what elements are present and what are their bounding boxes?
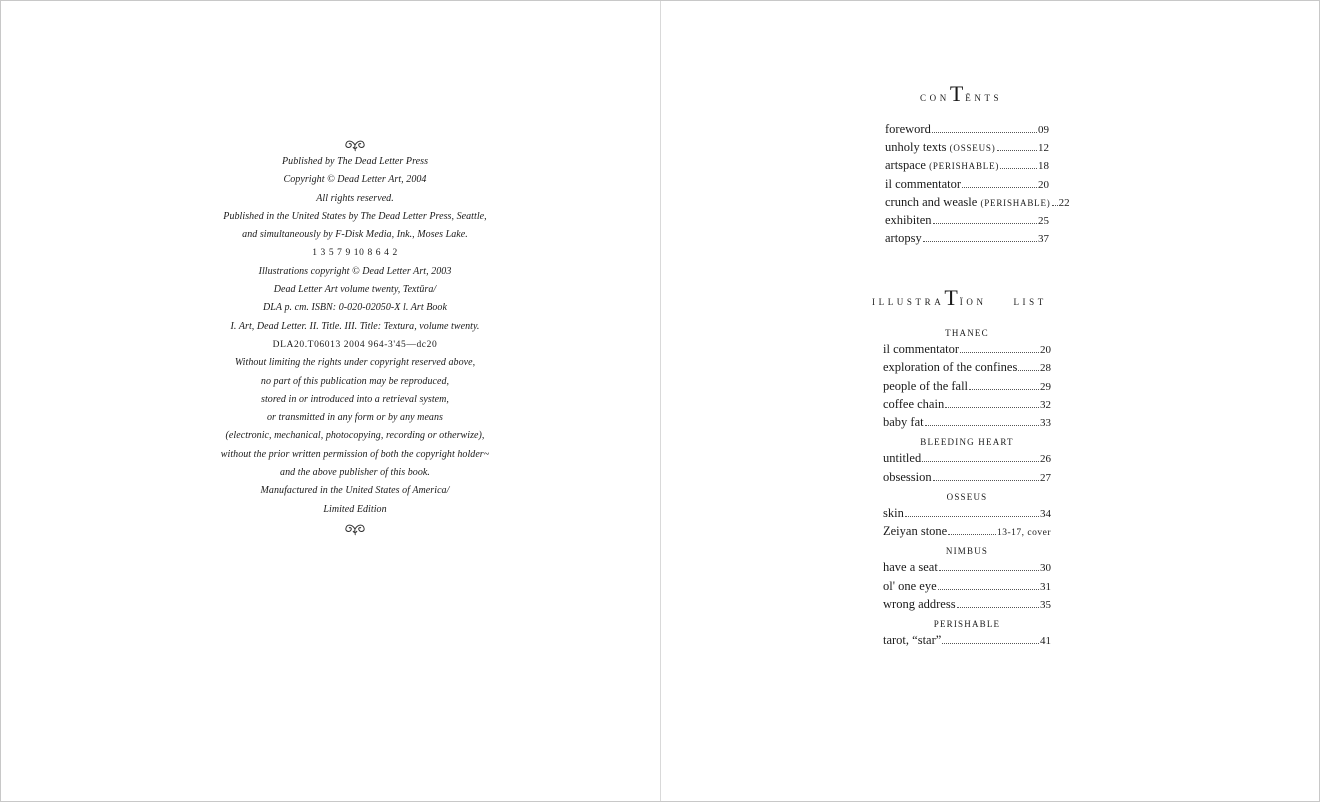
colophon-line: Published by The Dead Letter Press [281, 156, 429, 167]
dot-leader [945, 407, 1039, 408]
entry-page-number: 13-17, cover [996, 528, 1051, 539]
entry-title [885, 158, 999, 173]
heading-part: illustra [872, 294, 945, 308]
toc-entry [883, 397, 1051, 415]
entry-title-text: people of the fall [883, 378, 969, 393]
entry-title-text: il commentator [885, 176, 962, 191]
entry-title [885, 177, 961, 192]
colophon-block [1, 137, 709, 537]
illustration-group-label: BLEEDING HEART [920, 437, 1014, 448]
right-page-contents [661, 1, 1319, 801]
dot-leader [948, 534, 996, 535]
entry-page-number: 20 [1040, 344, 1051, 357]
contents-list [885, 122, 1070, 249]
toc-entry [883, 506, 1051, 524]
entry-title-text: Zeiyan stone [883, 524, 948, 539]
illustration-group-label: PERISHABLE [933, 619, 1001, 629]
dot-leader [957, 607, 1039, 608]
colophon-line: Manufactured in the United States of America/ [260, 485, 450, 497]
illustration-list-heading [872, 285, 1047, 311]
colophon-line: Copyright © Dead Letter Art, 2004 [283, 174, 427, 186]
entry-title-text: coffee chain [883, 396, 945, 411]
colophon-line: All rights reserved. [316, 192, 394, 204]
entry-title-text: baby fat [883, 414, 924, 429]
entry-page-number: 35 [1040, 598, 1051, 611]
toc-entry [885, 213, 1049, 231]
colophon-line: Published in the United States by The Dead Letter Press, Seattle, [223, 210, 487, 222]
entry-title-text: artopsy [885, 231, 922, 246]
entry-title [885, 195, 1051, 210]
dot-leader [997, 150, 1037, 151]
entry-title-text: artspace [885, 158, 930, 173]
dot-leader [1000, 168, 1037, 169]
colophon-line: and simultaneously by F-Disk Media, Ink., Moses Lake. [242, 229, 468, 241]
contents-heading [920, 81, 1002, 107]
entry-title-text: foreword [885, 122, 931, 136]
entry-page-number: 09 [1038, 124, 1049, 136]
toc-entry [885, 122, 1049, 140]
entry-title-text: exhibiten [885, 212, 932, 227]
toc-entry [883, 560, 1051, 578]
entry-page-number: 41 [1040, 635, 1051, 648]
entry-title-text: exploration of the confines [883, 360, 1018, 375]
entry-title [883, 579, 937, 594]
entry-page-number: 30 [1040, 562, 1051, 575]
toc-entry [883, 597, 1051, 615]
entry-title [883, 470, 932, 485]
dot-leader [1052, 205, 1058, 206]
left-page-colophon [1, 1, 660, 801]
entry-page-number: 27 [1040, 471, 1051, 484]
heading-part: ïon list [959, 294, 1047, 308]
entry-title-text: wrong address [883, 596, 956, 611]
heading-initial: T [944, 285, 960, 310]
entry-page-number: 12 [1038, 142, 1049, 155]
entry-title [883, 524, 947, 539]
dot-leader [933, 223, 1037, 224]
heading-initial: T [949, 81, 966, 106]
toc-entry [885, 158, 1049, 176]
toc-entry [885, 231, 1049, 249]
entry-section-tag: (PERISHABLE) [929, 161, 1000, 172]
colophon-line: Illustrations copyright © Dead Letter Art, 2003 [258, 265, 452, 277]
dot-leader [1018, 370, 1039, 371]
entry-page-number: 20 [1038, 178, 1049, 191]
dot-leader [960, 352, 1039, 353]
colophon-line: stored in or introduced into a retrieval system, [261, 393, 449, 405]
entry-section-tag: (OSSEUS) [949, 143, 996, 154]
entry-title [885, 122, 931, 137]
entry-title [883, 597, 956, 612]
dot-leader [942, 643, 1039, 644]
dot-leader [933, 480, 1039, 481]
illustration-group-label: THANEC [945, 328, 989, 338]
toc-entry [883, 470, 1051, 488]
entry-title [885, 213, 932, 228]
heading-part: ënts [965, 90, 1003, 104]
colophon-line: DLA20.T06013 2004 964-3'45—dc20 [272, 339, 438, 350]
dot-leader [923, 241, 1037, 242]
colophon-line: without the prior written permission of both the copyright holder~ [220, 448, 490, 460]
entry-page-number: 32 [1040, 398, 1051, 411]
entry-title-text: obsession [883, 469, 932, 484]
heading-part: con [920, 90, 950, 104]
dot-leader [938, 589, 1039, 590]
colophon-line: DLA p. cm. ISBN: 0-020-02050-X l. Art Book [263, 302, 447, 314]
entry-title [883, 633, 941, 648]
toc-entry [883, 342, 1051, 360]
entry-page-number: 26 [1040, 453, 1051, 466]
entry-title-text: tarot, “star” [883, 633, 942, 648]
toc-entry [885, 177, 1049, 195]
entry-title [883, 360, 1017, 375]
illustration-group-label: NIMBUS [945, 546, 989, 557]
entry-page-number: 33 [1040, 416, 1051, 429]
dot-leader [925, 425, 1039, 426]
illustration-group-label: OSSEUS [946, 491, 988, 502]
dot-leader [922, 461, 1039, 462]
toc-entry [885, 194, 1070, 213]
entry-page-number: 25 [1038, 214, 1049, 227]
entry-page-number: 34 [1040, 507, 1051, 520]
colophon-line: or transmitted in any form or by any means [267, 412, 443, 424]
colophon-line: and the above publisher of this book. [280, 467, 430, 479]
dot-leader [932, 132, 1037, 133]
toc-entry [883, 379, 1051, 397]
entry-page-number: 28 [1040, 362, 1051, 375]
colophon-line: no part of this publication may be reproduced, [260, 375, 450, 387]
entry-title-text: have a seat [883, 560, 938, 575]
dot-leader [905, 516, 1039, 517]
dot-leader [962, 187, 1037, 188]
entry-title-text: untitled [883, 451, 922, 466]
floral-ornament-icon [1, 521, 709, 537]
entry-title [883, 560, 938, 575]
colophon-line: Limited Edition [323, 503, 387, 515]
colophon-line: I. Art, Dead Letter. II. Title. III. Title: Textura, volume twenty. [230, 320, 480, 332]
entry-page-number: 37 [1038, 233, 1049, 246]
entry-title [883, 506, 904, 521]
entry-title [883, 379, 968, 394]
entry-page-number: 22 [1058, 196, 1070, 209]
toc-entry [883, 415, 1051, 433]
colophon-line: Dead Letter Art volume twenty, Textūra/ [273, 284, 437, 296]
colophon-line: Without limiting the rights under copyright reserved above, [234, 357, 476, 369]
dot-leader [969, 389, 1039, 390]
toc-entry [883, 579, 1051, 597]
entry-title-text: il commentator [883, 342, 960, 357]
toc-entry [883, 451, 1051, 469]
toc-entry [885, 140, 1049, 158]
toc-entry [883, 524, 1051, 542]
illustration-list [883, 324, 1051, 651]
entry-title [883, 415, 924, 430]
dot-leader [939, 570, 1039, 571]
entry-title [883, 397, 944, 412]
entry-title-text: crunch and weasle [885, 194, 981, 209]
entry-section-tag: (PERISHABLE) [980, 197, 1051, 208]
entry-title [883, 451, 921, 466]
entry-title-text: ol' one eye [883, 578, 937, 593]
entry-page-number: 18 [1038, 160, 1049, 173]
toc-entry [883, 633, 1051, 651]
toc-entry [883, 360, 1051, 378]
entry-title-text: skin [883, 505, 904, 520]
entry-page-number: 29 [1040, 380, 1051, 393]
colophon-lines [1, 153, 709, 519]
entry-page-number: 31 [1040, 580, 1051, 593]
entry-title-text: unholy texts [885, 140, 950, 155]
colophon-line: 1 3 5 7 9 10 8 6 4 2 [312, 248, 398, 259]
floral-ornament-icon [1, 137, 709, 153]
colophon-line: (electronic, mechanical, photocopying, recording or otherwize), [225, 430, 485, 442]
entry-title [885, 140, 996, 155]
entry-title [883, 342, 959, 357]
entry-title [885, 231, 922, 246]
